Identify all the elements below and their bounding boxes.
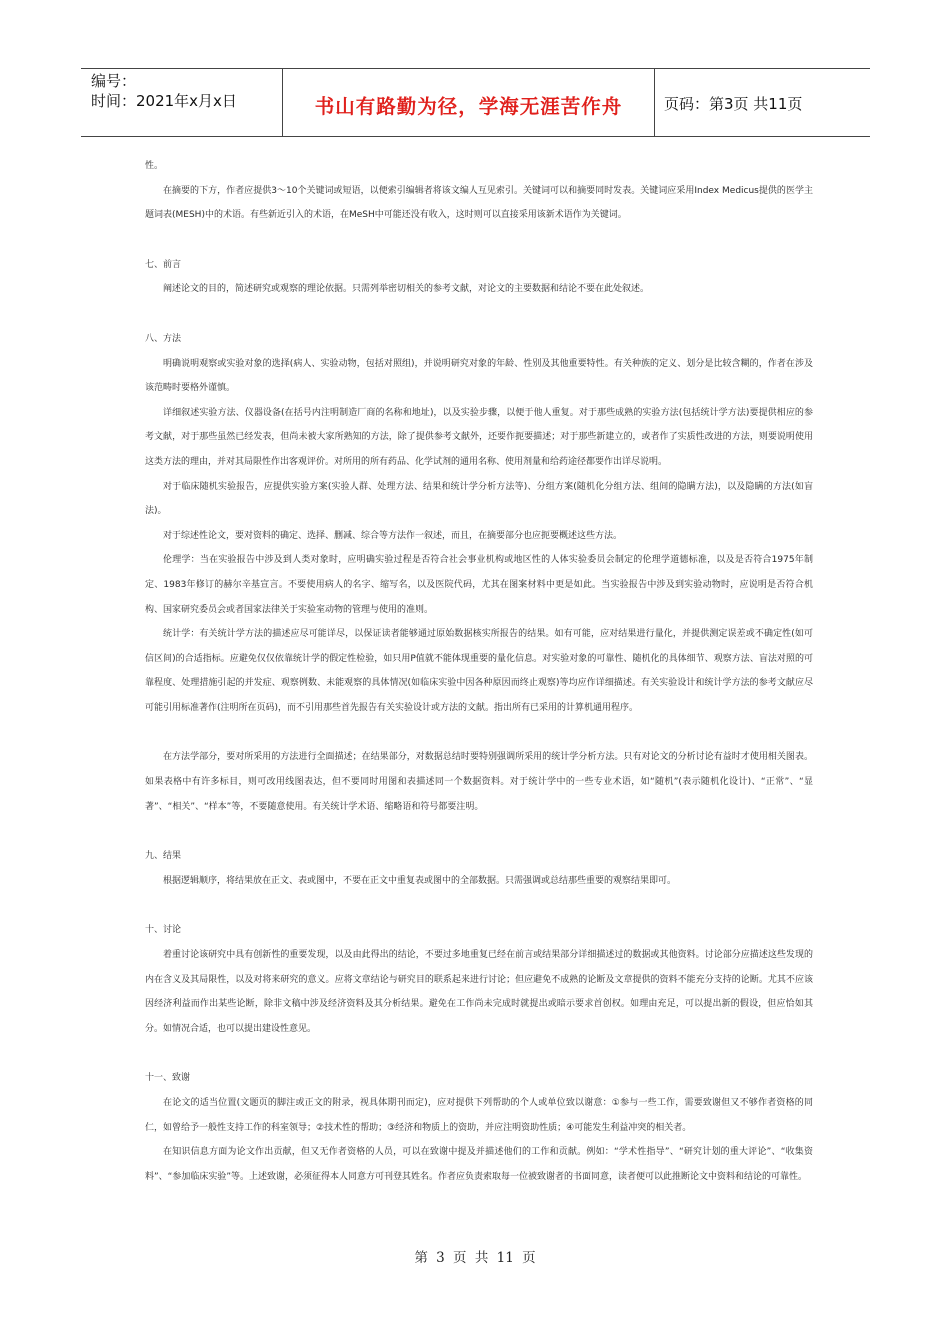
- section-heading: 十一、致谢: [145, 1073, 191, 1084]
- page-footer: 第 3 页 共 11 页: [414, 1250, 536, 1266]
- paragraph: 在摘要的下方，作者应提供3～10个关键词或短语，以便索引编辑者将该文编人互见索引。关键词可以和摘要同时发表。关键词应采用Index Medicus提供的医学主题词表(MESH)中的术语。有些新近引入的术语，在MeSH中可能还没有收入，这时则可以直接采用该新术语作为关键词。: [145, 185, 813, 221]
- number-label: 编号：: [91, 72, 137, 90]
- header-info-cell: [81, 69, 283, 136]
- paragraph: 阐述论文的目的，简述研究或观察的理论依据。只需列举密切相关的参考文献，对论文的主要数据和结论不要在此处叙述。: [163, 284, 650, 295]
- paragraph: 对于综述性论文，要对资料的确定、选择、删减、综合等方法作一叙述，而且，在摘要部分也应扼要概述这些方法。: [163, 530, 623, 541]
- paragraph: 在知识信息方面为论文作出贡献，但又无作者资格的人员，可以在致谢中提及并描述他们的工作和贡献。例如：“学术性指导”、“研究计划的重大评论”、“收集资料”、“参加临床实验”等。上述致谢，必须征得本人同意方可刊登其姓名。作者应负责索取每一位被致谢者的书面同意，读者便可以此推断论文中资料和结论的可靠性。: [145, 1147, 813, 1182]
- section-heading: 九、结果: [145, 851, 182, 862]
- paragraph: 根据逻辑顺序，将结果放在正文、表或图中，不要在正文中重复表或图中的全部数据。只需强调或总结那些重要的观察结果即可。: [163, 875, 677, 886]
- section-heading: 七、前言: [145, 259, 182, 270]
- page-header: [81, 68, 870, 137]
- paragraph: 明确说明观察或实验对象的选择(病人、实验动物，包括对照组)，并说明研究对象的年龄、性别及其他重要特性。有关种族的定义、划分是比较含糊的，作者在涉及该范畴时要格外谨慎。: [145, 358, 813, 394]
- document-body: [145, 154, 813, 1189]
- motto-text: 书山有路勤为径，学海无涯苦作舟: [314, 95, 623, 118]
- paragraph: 着重讨论该研究中具有创新性的重要发现，以及由此得出的结论，不要过多地重复已经在前言或结果部分详细描述过的数据或其他资料。讨论部分应描述这些发现的内在含义及其局限性，以及对将来研究的意义。应将文章结论与研究目的联系起来进行讨论；但应避免不成熟的论断及文章提供的资料不能充分支持的论断。尤其不应该因经济利益而作出某些论断，除非文稿中涉及经济资料及其分析结果。避免在工作尚未完成时就提出或暗示要求首创权。如理由充足，可以提出新的假设，但应恰如其分。如情况合适，也可以提出建设性意见。: [145, 950, 813, 1034]
- page-code: 页码：第3页 共11页: [664, 95, 803, 113]
- date-label: 时间：2021年x月x日: [91, 92, 237, 110]
- section-heading: 十、讨论: [145, 925, 182, 936]
- paragraph: 统计学：有关统计学方法的描述应尽可能详尽，以保证读者能够通过原始数据核实所报告的结果。如有可能，应对结果进行量化，并提供测定误差或不确定性(如可信区间)的合适指标。应避免仅仅依靠统计学的假定性检验，如只用P值就不能体现重要的量化信息。对实验对象的可靠性、随机化的具体细节、观察方法、盲法对照的可靠程度、处理措施引起的并发症、观察例数、未能观察的具体情况(如临床实验中因各种原因而终止观察)等均应作详细描述。有关实验设计和统计学方法的参考文献应尽可能引用标准著作(注明所在页码)，而不引用那些首先报告有关实验设计或方法的文献。指出所有已采用的计算机通用程序。: [145, 629, 813, 713]
- paragraph: 详细叙述实验方法、仪器设备(在括号内注明制造厂商的名称和地址)，以及实验步骤，以便于他人重复。对于那些成熟的实验方法(包括统计学方法)要提供相应的参考文献，对于那些虽然已经发表，但尚未被大家所熟知的方法，除了提供参考文献外，还要作扼要描述；对于那些新建立的，或者作了实质性改进的方法，则要说明使用这类方法的理由，并对其局限性作出客观评价。对所用的所有药品、化学试剂的通用名称、使用剂量和给药途径都要作出详尽说明。: [145, 407, 813, 467]
- header-motto-cell: [283, 69, 655, 136]
- paragraph: 伦理学：当在实验报告中涉及到人类对象时，应明确实验过程是否符合社会事业机构或地区性的人体实验委员会制定的伦理学道德标准，以及是否符合1975年制定、1983年修订的赫尔辛基宣言。不要使用病人的名字、缩写名，以及医院代码，尤其在图案材料中更是如此。当实验报告中涉及到实验动物时，应说明是否符合机构、国家研究委员会或者国家法律关于实验室动物的管理与使用的准则。: [145, 555, 813, 615]
- paragraph: 在论文的适当位置(文题页的脚注或正文的附录，视具体期刊而定)，应对提供下列帮助的个人或单位致以谢意：①参与一些工作，需要致谢但又不够作者资格的同仁，如曾给予一般性支持工作的科室领导；②技术性的帮助；③经济和物质上的资助，并应注明资助性质；④可能发生利益冲突的相关者。: [145, 1098, 813, 1133]
- header-page-cell: [655, 69, 870, 136]
- paragraph: 对于临床随机实验报告，应提供实验方案(实验人群、处理方法、结果和统计学分析方法等)、分组方案(随机化分组方法、组间的隐瞒方法)，以及隐瞒的方法(如盲法)。: [145, 481, 813, 517]
- section-heading: 八、方法: [145, 333, 182, 344]
- paragraph: 在方法学部分，要对所采用的方法进行全面描述；在结果部分，对数据总结时要特别强调所采用的统计学分析方法。只有对论文的分析讨论有益时才使用相关图表。如果表格中有许多标目，则可改用线图表达，但不要同时用图和表描述同一个数据资料。对于统计学中的一些专业术语，如“随机”(表示随机化设计)、“正常”、“显著”、“相关”、“样本”等，不要随意使用。有关统计学术语、缩略语和符号都要注明。: [145, 752, 813, 812]
- paragraph: 性。: [145, 161, 164, 171]
